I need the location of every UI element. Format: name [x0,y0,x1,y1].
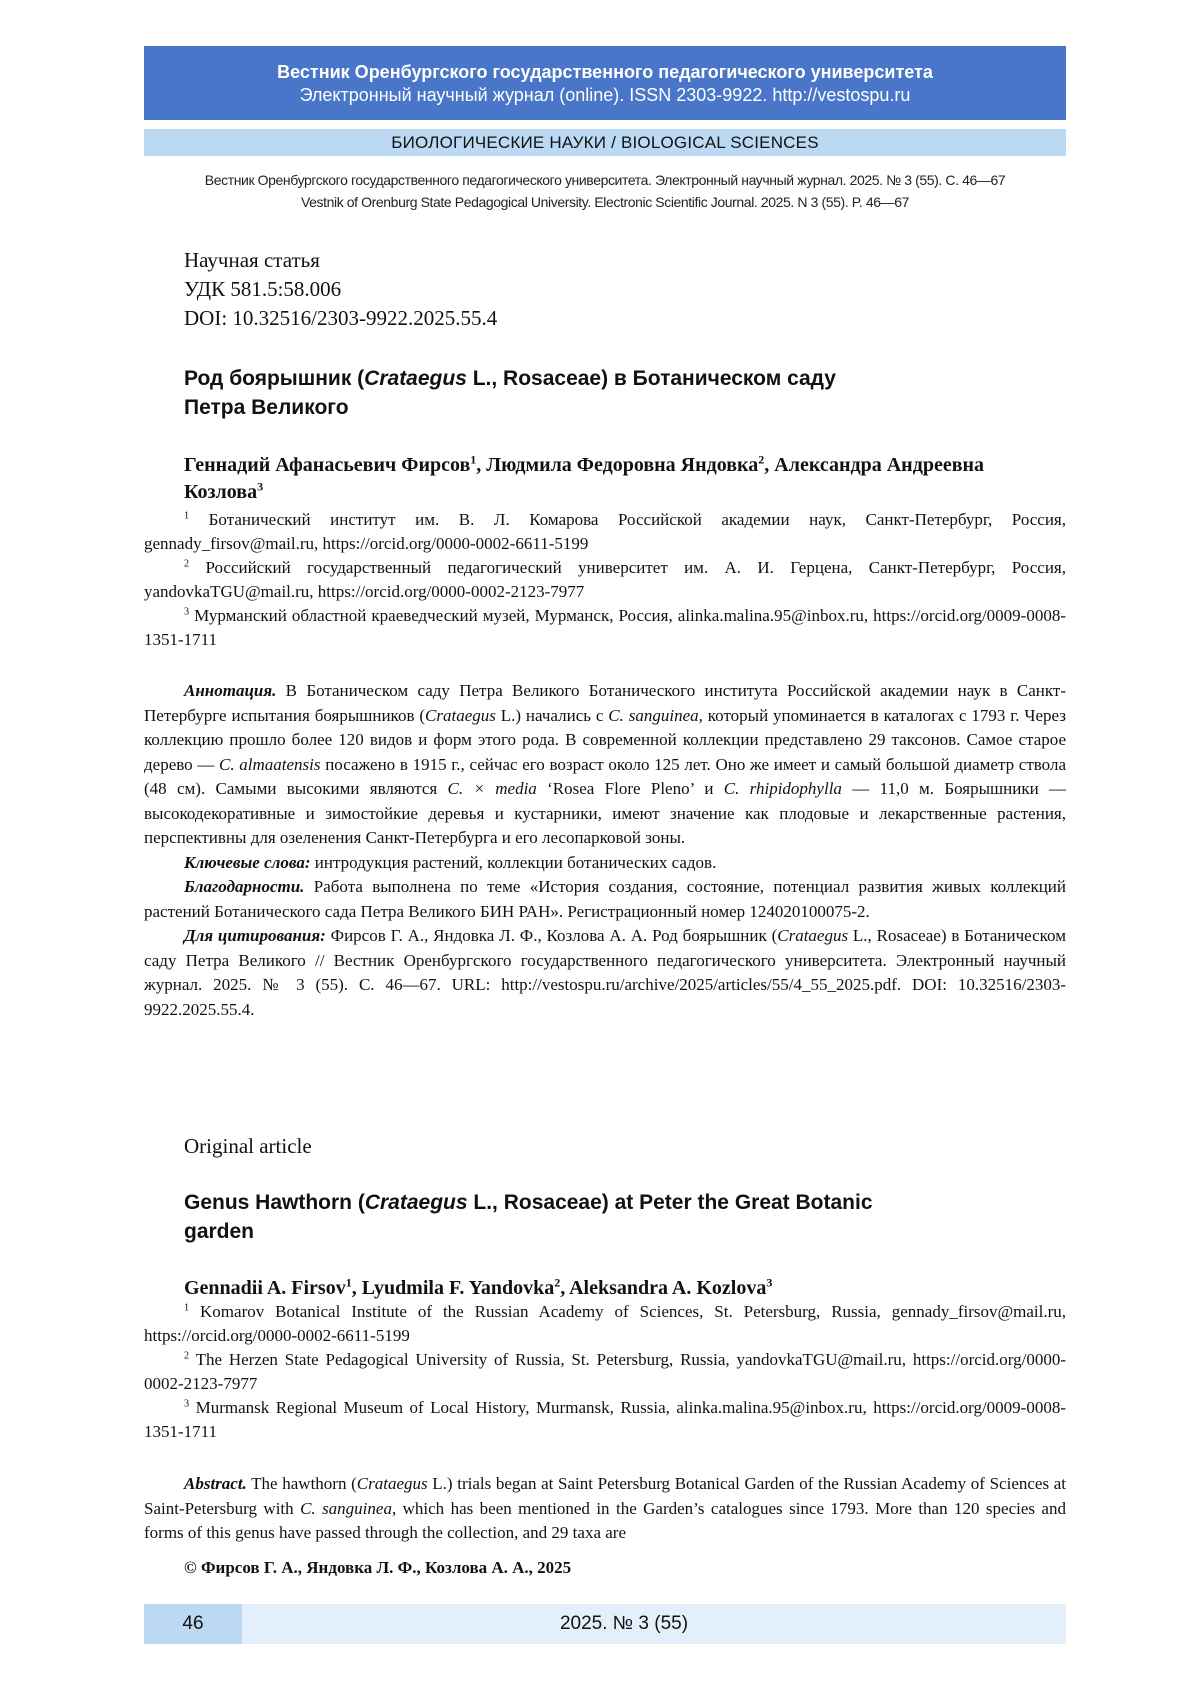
author-sup: 3 [257,479,264,494]
article-type-ru: Научная статья [184,248,320,272]
citation-italic: Crataegus [777,926,849,945]
title-ru-genus: Crataegus [364,367,467,390]
abstract-italic: C. sanguinea [300,1498,392,1518]
abstract-block-en [144,1472,1066,1546]
affiliation-text: Ботанический институт им. В. Л. Комарова Российской академии наук, Санкт-Петербург, Россия, gennady_firsov@mail.ru, https://orcid.org/0000-0002-6611-5199 [144,510,1066,553]
author-sup: 1 [470,452,477,467]
title-en-part1: Genus Hawthorn ( [184,1191,365,1214]
affiliation-sup: 2 [184,558,190,570]
affiliation-sup: 3 [184,1398,190,1410]
copyright: © Фирсов Г. А., Яндовка Л. Ф., Козлова А. А., 2025 [184,1558,572,1577]
affiliation [144,1396,1066,1444]
author-sup: 2 [758,452,765,467]
running-citation [144,169,1066,213]
abstract-text: — 11,0 м. Боярышники — высокодекоративные и зимостойкие деревья и кустарники, имеют значение как плодовые и лекарственные растения, перспективны для озеленения Санкт-Петербурга и его лесопарковой зоны. [144,779,1067,847]
journal-title: Вестник Оренбургского государственного педагогического университета [277,62,933,82]
article-type-en: Original article [184,1134,312,1158]
abstract-text: , which has been mentioned in the Garden’s catalogues since 1793. More than 120 species and forms of this genus have passed through the collection, and 29 taxa are [144,1498,1066,1542]
abstract-italic: C. sanguinea [608,705,699,725]
abstract-text: The hawthorn ( [246,1474,357,1493]
author-sep: , [560,1277,570,1299]
authors-en [184,1275,1066,1302]
author-name: Геннадий Афанасьевич Фирсов [184,454,471,476]
doi: DOI: 10.32516/2303-9922.2025.55.4 [184,306,498,330]
running-citation-en: Vestnik of Orenburg State Pedagogical University. Electronic Scientific Journal. 2025. N 3 (55). P. 46—67 [300,194,910,210]
page-footer [144,1604,1066,1644]
abstract-en [144,1472,1066,1546]
author-sep: , [764,454,775,476]
page-number: 46 [144,1604,242,1644]
abstract-label: Аннотация. [184,681,277,700]
author-sup: 1 [345,1275,352,1290]
title-ru-part2: L., Rosaceae) в Ботаническом саду [466,367,836,390]
author-name: Александра Андреевна Козлова [184,454,985,503]
author-sup: 2 [554,1275,561,1290]
abstract-label: Abstract. [184,1474,247,1493]
affiliations-en [144,1300,1066,1444]
abstract-italic: C. almaatensis [219,754,321,774]
abstract-ru [144,679,1066,851]
acknowledgments-label: Благодарности. [184,877,305,896]
abstract-italic: C. rhipidophylla [723,779,842,798]
affiliation [144,556,1066,604]
affiliation [144,1348,1066,1396]
section-heading: БИОЛОГИЧЕСКИЕ НАУКИ / BIOLOGICAL SCIENCES [144,129,1066,156]
journal-banner [144,46,1066,120]
affiliation [144,604,1066,652]
affiliation-sup: 3 [184,606,190,618]
abstract-text: L.) trials began at Saint Petersburg Botanical Garden of the Russian Academy of Sciences at Saint-Petersburg with [144,1474,1066,1518]
affiliation-sup: 2 [184,1350,190,1362]
affiliation-text: The Herzen State Pedagogical University of Russia, St. Petersburg, Russia, yandovkaTGU@mail.ru, https://orcid.org/0000-0002-2123-7977 [144,1350,1066,1393]
title-ru-part1: Род боярышник ( [184,367,365,390]
abstract-text: В Ботаническом саду Петра Великого Ботанического института Российской академии наук в Санкт-Петербурге испытания боярышников ( [144,681,1066,725]
affiliation-text: Российский государственный педагогический университет им. А. И. Герцена, Санкт-Петербург, Россия, yandovkaTGU@mail.ru, https://orcid.org/0000-0002-2123-7977 [144,558,1066,601]
author-sup: 3 [766,1275,773,1290]
article-meta-ru [184,246,497,333]
author-name: Lyudmila F. Yandovka [361,1277,555,1299]
abstract-italic: C. × media [447,779,537,798]
affiliation-text: Мурманский областной краеведческий музей, Мурманск, Россия, alinka.malina.95@inbox.ru, https://orcid.org/0009-0008-1351-1711 [144,606,1066,649]
abstract-italic: Crataegus [356,1474,428,1493]
abstract-text: , который упоминается в каталогах с 1793 г. Через коллекцию прошло более 120 видов и форм этого рода. В современной коллекции представлено 29 таксонов. Самое старое дерево — [144,705,1066,774]
author-name: Людмила Федоровна Яндовка [486,454,759,476]
title-en-genus: Crataegus [364,1191,468,1214]
citation-text: L., Rosaceae) в Ботаническом саду Петра Великого // Вестник Оренбургского государственного педагогического университета. Электронный научный журнал. 2025. № 3 (55). С. 46—67. URL: http://vestospu.ru/archive/2025/articles/55/4_55_2025.pdf. DOI: 10.32516/2303-9922.2025.55.4. [144,926,1066,1019]
author-sep: , [351,1277,362,1299]
udc: УДК 581.5:58.006 [184,277,342,301]
abstract-text: ‘Rosea Flore Pleno’ и [536,779,724,798]
affiliation-text: Komarov Botanical Institute of the Russian Academy of Sciences, St. Petersburg, Russia, gennady_firsov@mail.ru, https://orcid.org/0000-0002-6611-5199 [144,1302,1067,1345]
affiliation-sup: 1 [184,510,190,522]
citation-label: Для цитирования: [184,926,326,945]
title-en-part2: L., Rosaceae) at Peter the Great Botanic [467,1191,873,1214]
abstract-block-ru [144,679,1066,1022]
author-name: Aleksandra A. Kozlova [569,1277,767,1299]
issue-label: 2025. № 3 (55) [559,1613,689,1634]
article-title-en [184,1188,1024,1246]
citation-text: Фирсов Г. А., Яндовка Л. Ф., Козлова А. А. Род боярышник ( [325,926,778,945]
author-name: Gennadii A. Firsov [184,1277,346,1299]
acknowledgments-ru [144,875,1066,924]
title-en-line2: garden [184,1220,255,1243]
abstract-text: посажено в 1915 г., сейчас его возраст около 125 лет. Оно же имеет и самый большой диаметр ствола (48 см). Самыми высокими являются [144,754,1066,798]
authors-ru [184,452,1066,506]
keywords-label: Ключевые слова: [184,852,311,872]
author-sep: , [476,454,487,476]
article-title-ru [184,364,1024,422]
affiliation [144,1300,1066,1348]
affiliation-sup: 1 [184,1302,190,1314]
keywords-ru [144,851,1066,876]
acknowledgments-text: Работа выполнена по теме «История создания, состояние, потенциал развития живых коллекций растений Ботанического сада Петра Великого БИН РАН». Регистрационный номер 124020100075-2. [144,877,1066,921]
abstract-text: L.) начались с [495,705,609,725]
citation-ru [144,924,1066,1022]
affiliation-text: Murmansk Regional Museum of Local History, Murmansk, Russia, alinka.malina.95@inbox.ru, https://orcid.org/0009-0008-1351-1711 [144,1398,1067,1441]
affiliations-ru [144,508,1066,652]
affiliation [144,508,1066,556]
running-citation-ru: Вестник Оренбургского государственного педагогического университета. Электронный научный журнал. 2025. № 3 (55). С. 46—67 [204,172,1006,188]
journal-subtitle: Электронный научный журнал (online). ISSN 2303-9922. http://vestospu.ru [299,85,911,105]
title-ru-line2: Петра Великого [184,396,349,419]
abstract-italic: Crataegus [425,705,496,725]
keywords-text: интродукция растений, коллекции ботанических садов. [310,852,717,872]
